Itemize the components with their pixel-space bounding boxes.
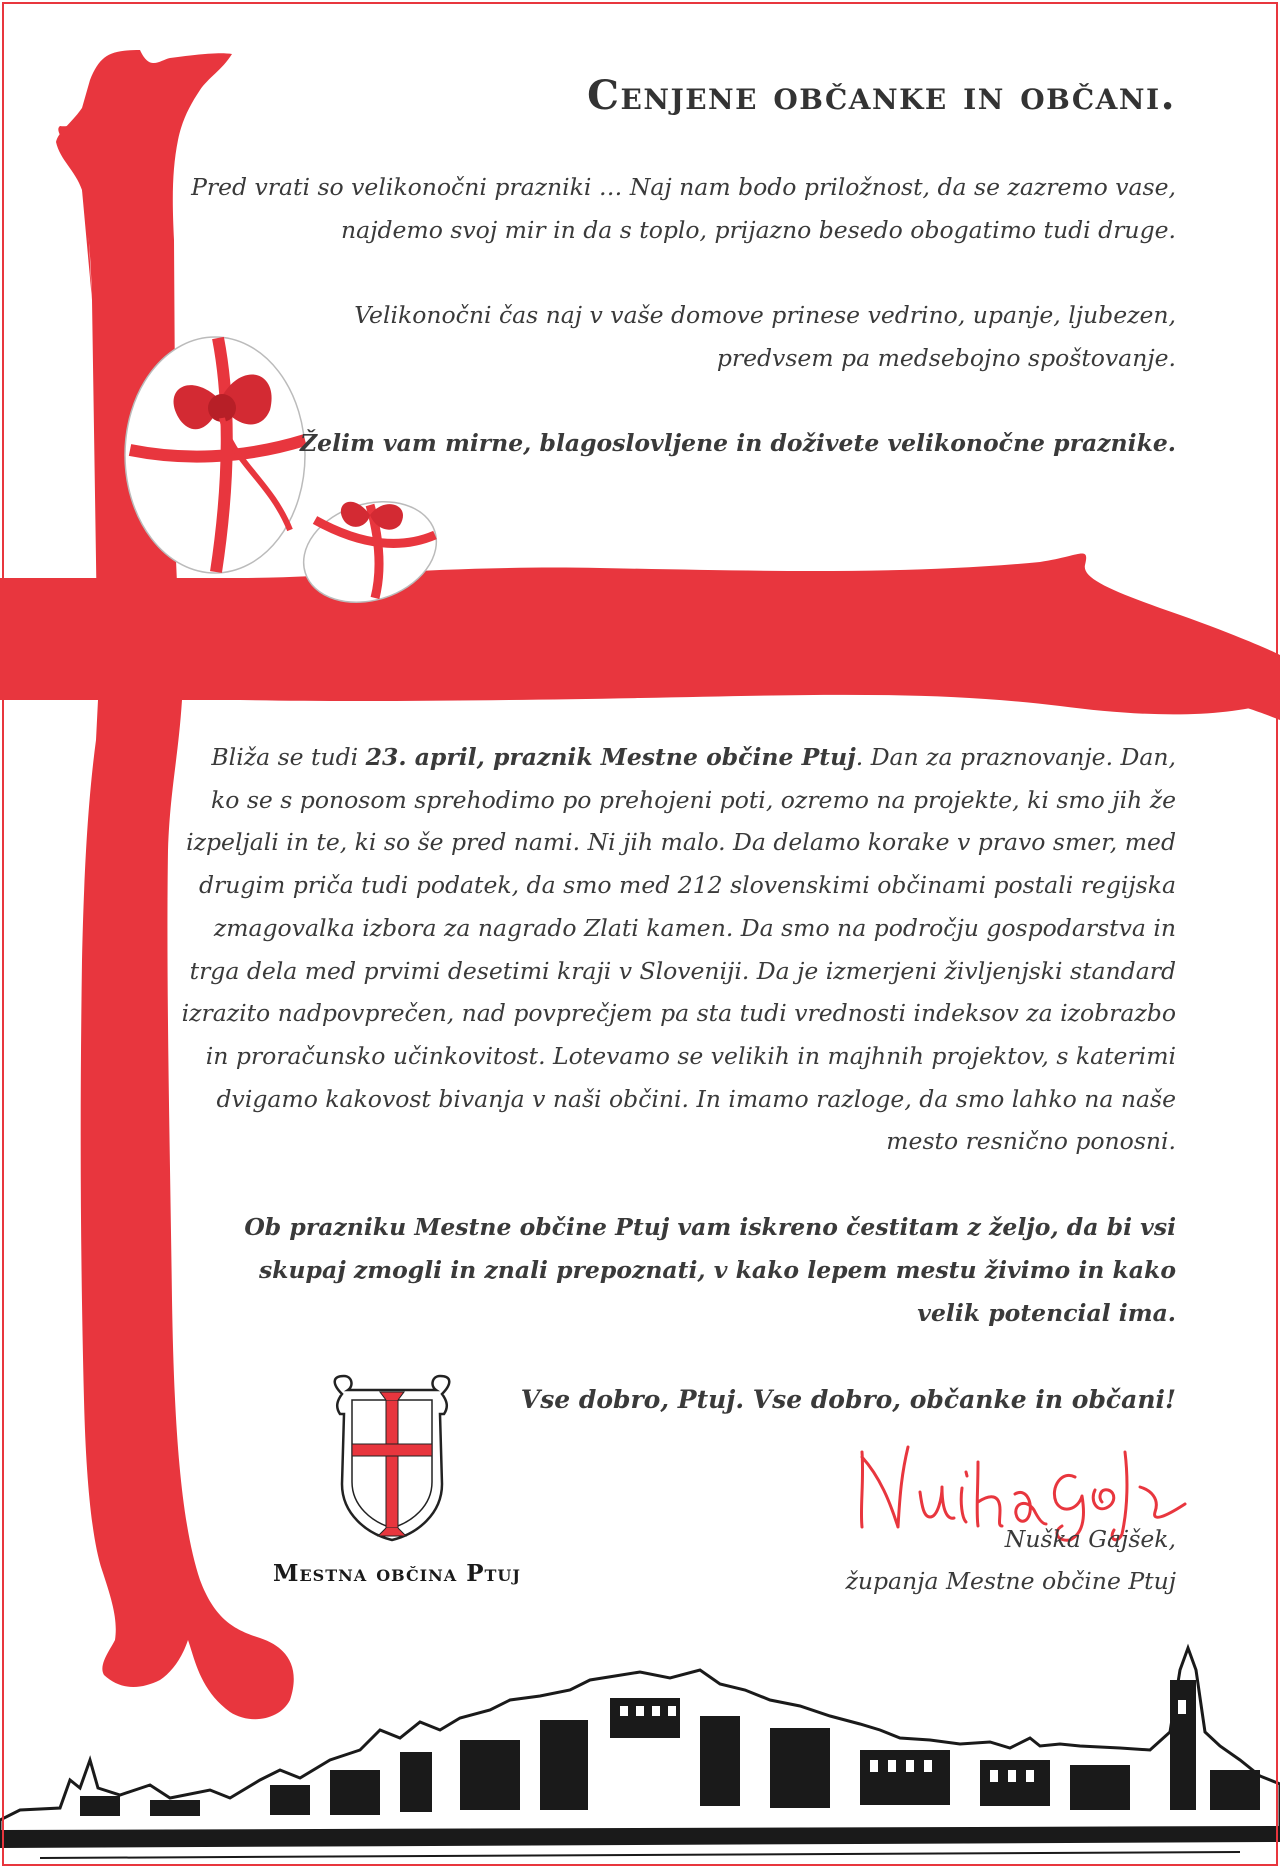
paragraph-municipality-day-start: Bliža se tudi [211,743,366,771]
crest-caption: Mestna občina Ptuj [273,1560,521,1587]
signer-name: Nuška Gajšek, [1004,1525,1176,1553]
signer-block [676,1518,1176,1602]
ptuj-coat-of-arms [322,1374,462,1544]
ptuj-skyline-illustration [0,1620,1280,1868]
paragraph-municipality-day [176,736,1176,1163]
paragraph-easter-greeting: Želim vam mirne, blagoslovljene in doživete velikonočne praznike. [300,429,1176,457]
paragraph-easter-wishes: Velikonočni čas naj v vaše domove prinese vedrino, upanje, ljubezen, predvsem pa medsebojno spoštovanje. [354,301,1176,372]
paragraph-municipality-day-rest: . Dan za praznovanje. Dan, ko se s ponosom sprehodimo po prehojeni poti, ozremo na projekte, ki smo jih že izpeljali in te, ki so še pred nami. Ni jih malo. Da delamo korake v pravo smer, med drugim priča tudi podatek, da smo med 212 slovenskimi občinami postali regijska zmagovalka izbora za nagrado Zlati kamen. Da smo na področju gospodarstva in trga dela med prvimi desetimi kraji v Sloveniji. Da je izmerjeni življenjski standard izrazito nadpovprečen, nad povprečjem pa sta tudi vrednosti indeksov za izobrazbo in proračunsko učinkovitost. Lotevamo se velikih in majhnih projektov, s katerimi dvigamo kakovost bivanja v naši občini. In imamo razloge, da smo lahko na naše mesto resnično ponosni. [181,743,1176,1156]
paragraph-closing: Vse dobro, Ptuj. Vse dobro, občanke in občani! [520,1385,1176,1414]
paragraph-congratulations: Ob prazniku Mestne občine Ptuj vam iskreno čestitam z željo, da bi vsi skupaj zmogli in znali prepoznati, v kako lepem mestu živimo in kako velik potencial ima. [244,1213,1176,1327]
municipality-day-date: 23. april, praznik Mestne občine Ptuj [365,743,856,771]
signer-title: županja Mestne občine Ptuj [845,1567,1176,1595]
letter-heading: Cenjene občanke in občani. [587,72,1176,119]
paragraph-easter-intro: Pred vrati so velikonočni prazniki … Naj nam bodo priložnost, da se zazremo vase, najdemo svoj mir in da s toplo, prijazno besedo obogatimo tudi druge. [191,173,1176,244]
